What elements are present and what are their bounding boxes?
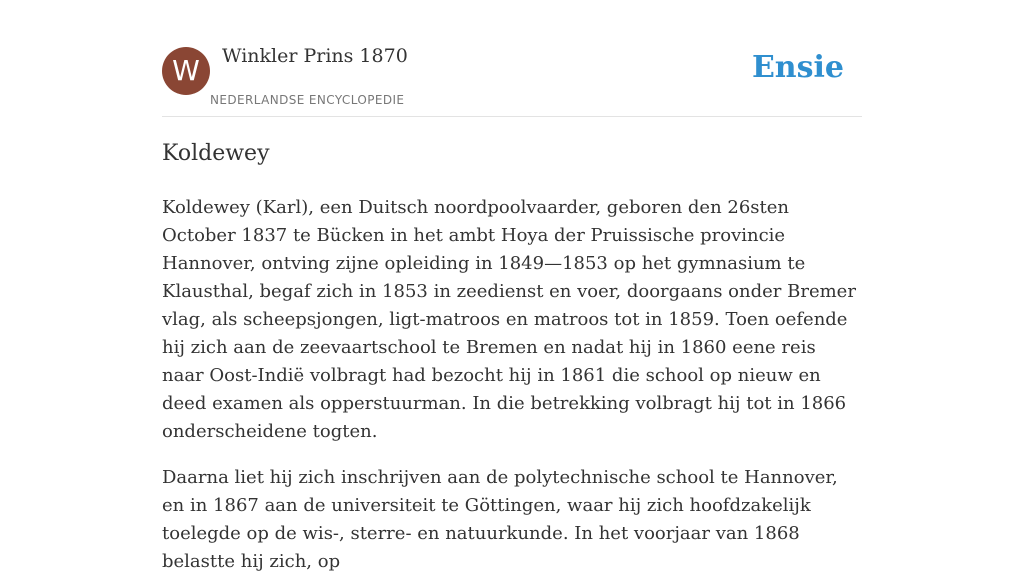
- article-title: Koldewey: [162, 141, 270, 166]
- source-avatar[interactable]: W: [162, 47, 210, 95]
- article: [162, 138, 862, 576]
- source-header: [162, 0, 862, 117]
- article-paragraph: Daarna liet hij zich inschrijven aan de polytechnische school te Hannover, en in 1867 aan de universiteit te Göttingen, waar hij zich hoofdzakelijk toelegde op de wis-, sterre- en natuurkunde. In het voorjaar van 1868 belastte hij zich, op: [162, 467, 838, 572]
- source-subtitle: NEDERLANDSE ENCYCLOPEDIE: [210, 93, 405, 107]
- ensie-logo-link[interactable]: Ensie: [751, 50, 844, 85]
- article-paragraph: Koldewey (Karl), een Duitsch noordpoolvaarder, geboren den 26sten October 1837 te Bücken in het ambt Hoya der Pruissische provincie Hannover, ontving zijne opleiding in 1849—1853 op het gymnasium te Klausthal, begaf zich in 1853 in zeedienst en voer, doorgaans onder Bremer vlag, als scheepsjongen, ligt-matroos en matroos tot in 1859. Toen oefende hij zich aan de zeevaartschool te Bremen en nadat hij in 1860 eene reis naar Oost-Indië volbragt had bezocht hij in 1861 die school op nieuw en deed examen als opperstuurman. In die betrekking volbragt hij tot in 1866 onderscheidene togten.: [162, 197, 856, 442]
- source-title[interactable]: Winkler Prins 1870: [222, 45, 408, 67]
